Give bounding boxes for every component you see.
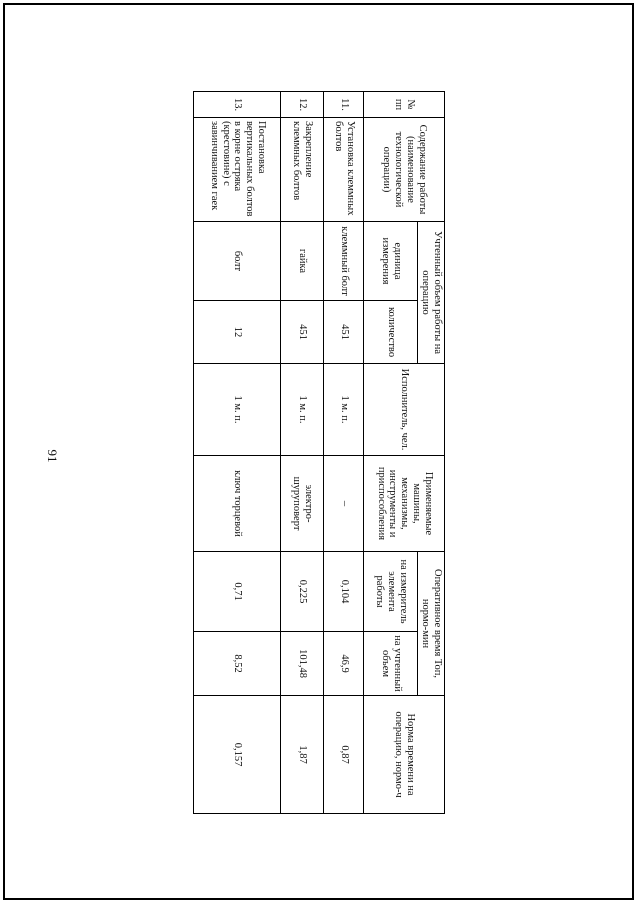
row-per-element: 0,104 (324, 552, 364, 632)
header-num: № пп (364, 92, 445, 118)
header-per-element: на измеритель элемента работы (364, 552, 418, 632)
header-content: Содержание работы (наименование технологической операции) (364, 118, 445, 222)
row-executor: 1 м. п. (281, 364, 324, 456)
row-per-element: 0,225 (281, 552, 324, 632)
row-per-volume: 46,9 (324, 632, 364, 696)
row-content: Установка клеммных болтов (324, 118, 364, 222)
row-num: 13. (194, 92, 281, 118)
row-executor: 1 м. п. (324, 364, 364, 456)
row-num: 11. (324, 92, 364, 118)
row-quantity: 12 (194, 301, 281, 364)
rotated-table-wrapper (195, 91, 445, 813)
header-tools: Применяемые машины, механизмы, инструменты и приспособления (364, 456, 445, 552)
row-unit: гайка (281, 222, 324, 301)
header-executor: Исполнитель, чел. (364, 364, 445, 456)
page-number: 91 (45, 449, 60, 463)
row-quantity: 451 (324, 301, 364, 364)
row-unit: клеммный болт (324, 222, 364, 301)
table-row (194, 92, 281, 814)
header-optime-group: Оперативное время Топ, нормо-мин (418, 552, 445, 696)
row-quantity: 451 (281, 301, 324, 364)
row-per-element: 0,71 (194, 552, 281, 632)
header-quantity: количество (364, 301, 418, 364)
row-num: 12. (281, 92, 324, 118)
row-executor: 1 м. п. (194, 364, 281, 456)
row-tools: ключ торцевой (194, 456, 281, 552)
table-row (324, 92, 364, 814)
row-tools: – (324, 456, 364, 552)
header-per-volume: на учтенный объем (364, 632, 418, 696)
operations-table (194, 91, 446, 814)
table-row (281, 92, 324, 814)
row-norm: 0,157 (194, 696, 281, 814)
row-norm: 0,87 (324, 696, 364, 814)
row-per-volume: 8,52 (194, 632, 281, 696)
row-content: Закрепление клеммных болтов (281, 118, 324, 222)
row-norm: 1,87 (281, 696, 324, 814)
row-tools: электро-шуруповерт (281, 456, 324, 552)
header-norm: Норма времени на операцию, нормо-ч (364, 696, 445, 814)
header-unit: единица измерения (364, 222, 418, 301)
header-volume-group: Учтенный объем работы на операцию (418, 222, 445, 364)
header-row-1 (418, 92, 445, 814)
row-per-volume: 101,48 (281, 632, 324, 696)
row-unit: болт (194, 222, 281, 301)
row-content: Постановка вертикальных болтов в корне остряка (крестовине) с завинчиванием гаек (194, 118, 281, 222)
